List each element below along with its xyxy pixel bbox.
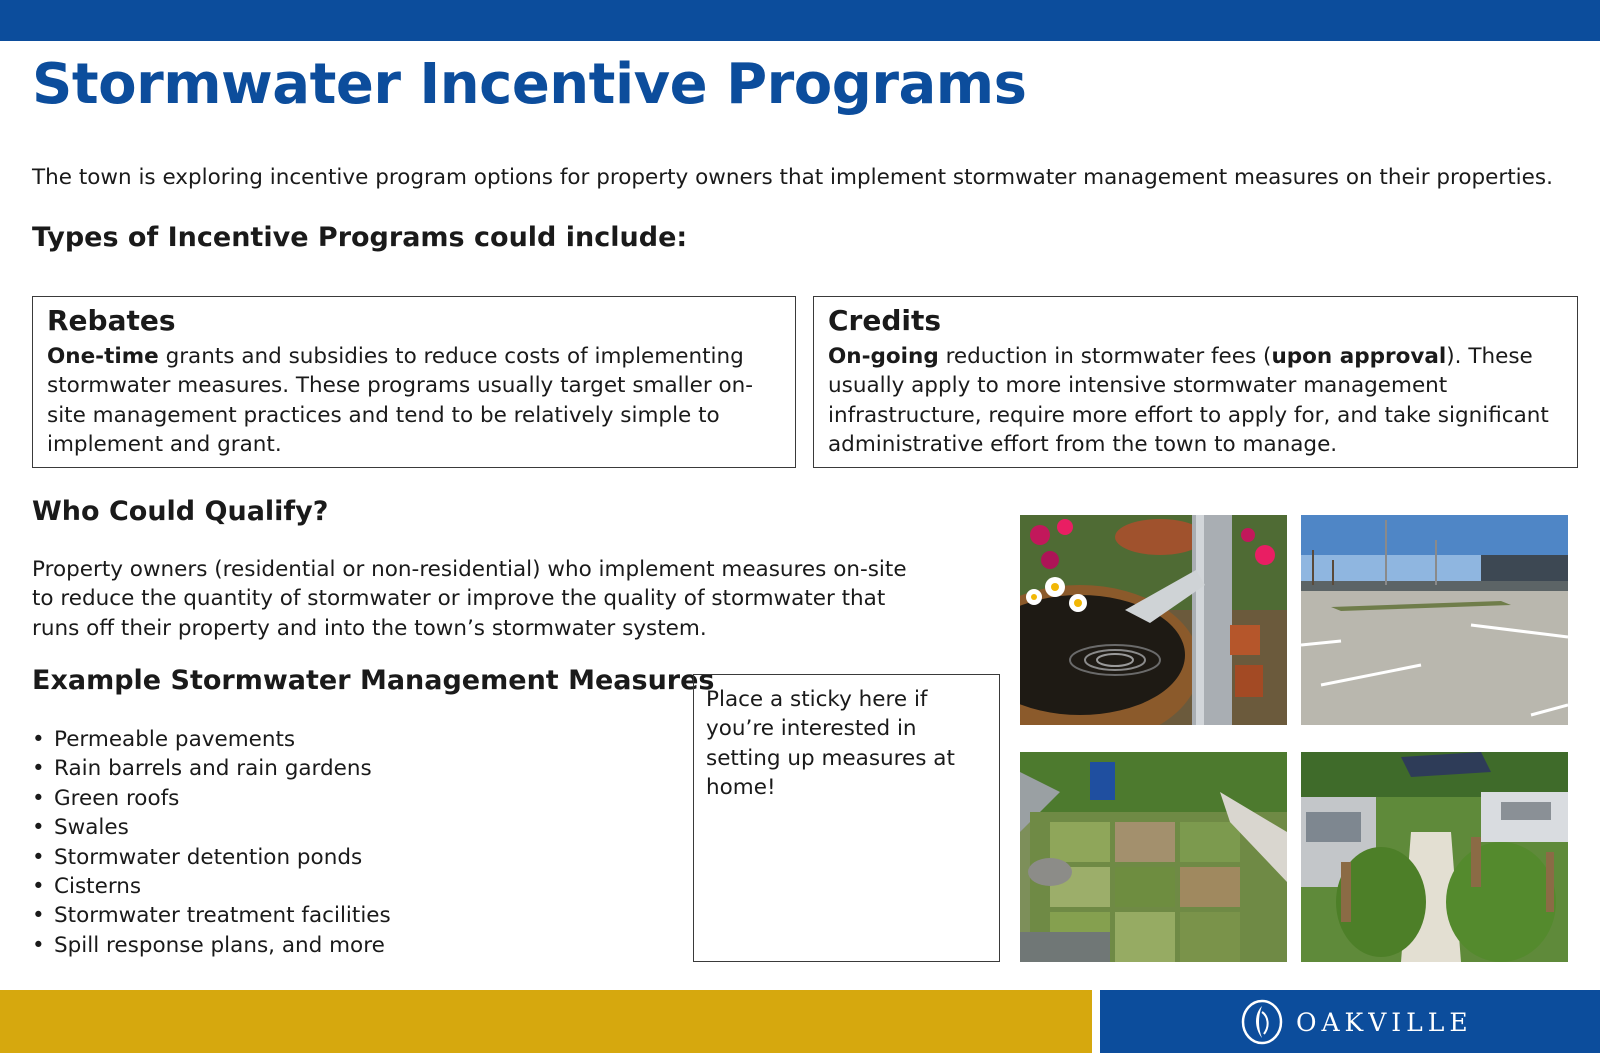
credits-title: Credits (828, 304, 942, 337)
list-item: • Stormwater treatment facilities (32, 901, 391, 930)
rebates-text (47, 342, 781, 460)
list-item: • Swales (32, 813, 391, 842)
credits-emphasis: upon approval (1271, 344, 1447, 369)
list-item: • Stormwater detention ponds (32, 843, 391, 872)
brand-name: OAKVILLE (1296, 1007, 1473, 1037)
list-item: • Rain barrels and rain gardens (32, 754, 391, 783)
top-banner (0, 0, 1600, 41)
sticky-note-box: Place a sticky here if you’re interested in setting up measures at home! (693, 674, 1000, 962)
list-item: • Permeable pavements (32, 725, 391, 754)
oakville-logo-icon (1240, 998, 1284, 1046)
intro-text: The town is exploring incentive program options for property owners that implement stormwater management measures on their properties. (32, 165, 1553, 190)
credits-lead: On-going (828, 344, 939, 369)
rain-barrel-photo (1020, 515, 1287, 725)
measures-heading: Example Stormwater Management Measures (32, 665, 715, 696)
qualify-text: Property owners (residential or non-residential) who implement measures on-site to reduce the quantity of stormwater or improve the quality of stormwater that runs off their property and into the town’s stormwater system. (32, 557, 907, 641)
bioswale-photo (1301, 752, 1568, 962)
permeable-pavement-photo (1301, 515, 1568, 725)
credits-body-part2: ). These usually apply to more intensive stormwater management infrastructure, require more effort to apply for, and take significant administrative effort from the town to manage. (828, 344, 1549, 458)
list-item: • Spill response plans, and more (32, 931, 391, 960)
qualify-heading: Who Could Qualify? (32, 496, 329, 527)
list-item: • Green roofs (32, 784, 391, 813)
rebates-card (32, 296, 796, 468)
credits-text (828, 342, 1563, 460)
credits-card (813, 296, 1578, 468)
page-title: Stormwater Incentive Programs (32, 52, 1027, 117)
credits-body-part1: reduction in stormwater fees ( (938, 344, 1272, 369)
measures-list (32, 725, 391, 960)
types-heading: Types of Incentive Programs could include: (32, 222, 688, 253)
footer-gold-bar (0, 990, 1092, 1053)
green-roof-photo (1020, 752, 1287, 962)
oakville-brand (1240, 996, 1473, 1048)
rebates-lead: One-time (47, 344, 159, 369)
list-item: • Cisterns (32, 872, 391, 901)
rebates-title: Rebates (47, 304, 176, 337)
rebates-body: grants and subsidies to reduce costs of implementing stormwater measures. These programs usually target smaller on-site management practices and tend to be relatively simple to implement and grant. (47, 344, 754, 458)
